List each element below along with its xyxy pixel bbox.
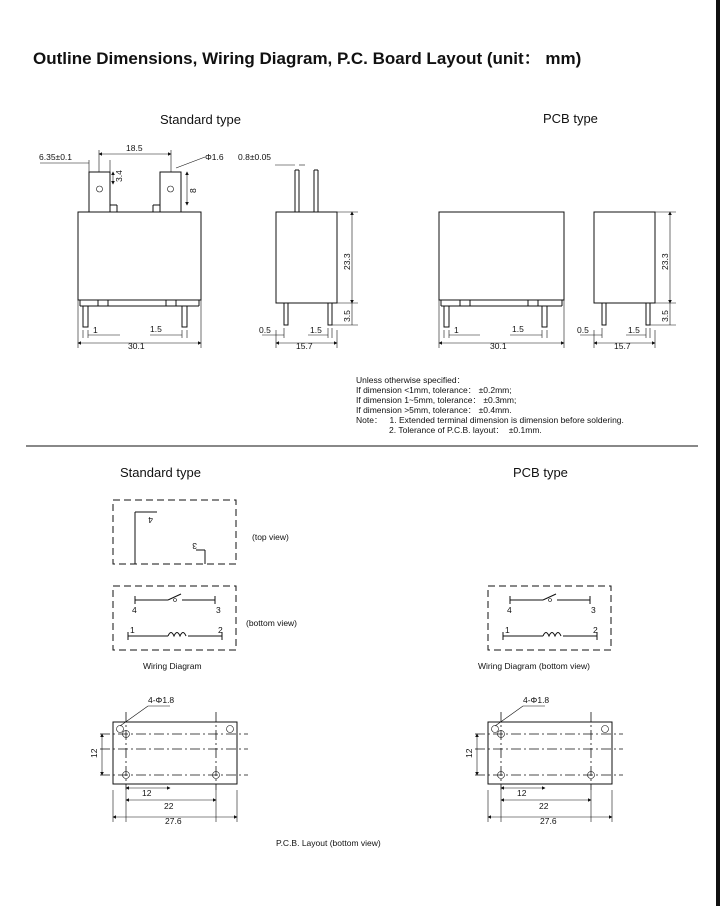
outline-standard-label: Standard type (160, 112, 241, 127)
dim-0-5-pcb: 0.5 (577, 325, 589, 335)
pcb-std-dim-12-h: 12 (142, 788, 152, 798)
top-view-label: (top view) (252, 532, 289, 542)
dim-30-1-pcb: 30.1 (490, 341, 507, 351)
wiring-pcb-label: PCB type (513, 465, 568, 480)
dim-6-35: 6.35±0.1 (39, 152, 73, 162)
bottom-pin-4: 4 (132, 605, 137, 615)
pcb-std-dim-27-6: 27.6 (165, 816, 182, 826)
dim-1-pcb: 1 (454, 325, 459, 335)
page-title: Outline Dimensions, Wiring Diagram, P.C. Board Layout (unit： mm) (33, 49, 582, 68)
dim-1-5-side-std: 1.5 (310, 325, 322, 335)
wiring-standard-label: Standard type (120, 465, 201, 480)
pcb-pcb-dim-22: 22 (539, 801, 549, 811)
bottom-view-label: (bottom view) (246, 618, 298, 628)
dim-phi-1-6: Φ1.6 (205, 152, 224, 162)
pcb-std-dim-12-v: 12 (89, 748, 99, 758)
pcb-bottom-pin-3: 3 (591, 605, 596, 615)
pcb-bottom-pin-2: 2 (593, 625, 598, 635)
pcb-bottom-pin-1: 1 (505, 625, 510, 635)
note-line: If dimension 1~5mm, tolerance： ±0.3mm; (356, 395, 517, 405)
tolerance-notes (356, 375, 624, 435)
wiring-top-view (113, 500, 236, 564)
pcb-std-dim-22: 22 (164, 801, 174, 811)
dim-15-7-pcb: 15.7 (614, 341, 631, 351)
pcb-pcb-dim-27-6: 27.6 (540, 816, 557, 826)
dim-0-8: 0.8±0.05 (238, 152, 272, 162)
pcb-layout-pcb (475, 706, 623, 822)
dim-3-5-pcb: 3.5 (660, 310, 670, 322)
dim-23-3-std: 23.3 (342, 253, 352, 270)
dim-1-5-std: 1.5 (150, 324, 162, 334)
note-line: If dimension >5mm, tolerance： ±0.4mm. (356, 405, 512, 415)
dim-23-3-pcb: 23.3 (660, 253, 670, 270)
wiring-bottom-view-pcb (488, 586, 611, 650)
dim-15-7-std: 15.7 (296, 341, 313, 351)
top-pin-4: 4 (148, 515, 153, 525)
wiring-caption-standard: Wiring Diagram (143, 661, 202, 671)
bottom-pin-1: 1 (130, 625, 135, 635)
pcb-std-hole-label: 4-Φ1.8 (148, 695, 175, 705)
pcb-bottom-pin-4: 4 (507, 605, 512, 615)
pcb-layout-caption: P.C.B. Layout (bottom view) (276, 838, 381, 848)
pcb-layout-standard (100, 706, 248, 822)
pcb-pcb-dim-12-h: 12 (517, 788, 527, 798)
pcb-pcb-hole-label: 4-Φ1.8 (523, 695, 550, 705)
outline-pcb-label: PCB type (543, 111, 598, 126)
dim-0-5-std: 0.5 (259, 325, 271, 335)
dim-30-1-std: 30.1 (128, 341, 145, 351)
note-line: Note： 1. Extended terminal dimension is dimension before soldering. (356, 415, 624, 425)
dim-1-5-pcb: 1.5 (512, 324, 524, 334)
note-line: Unless otherwise specified： (356, 375, 466, 385)
dim-18-5: 18.5 (126, 143, 143, 153)
dim-3-4: 3.4 (114, 170, 124, 182)
pcb-pcb-dim-12-v: 12 (464, 748, 474, 758)
bottom-pin-3: 3 (216, 605, 221, 615)
note-line: 2. Tolerance of P.C.B. layout： ±0.1mm. (356, 425, 542, 435)
dim-3-5-std: 3.5 (342, 310, 352, 322)
right-edge-border (716, 0, 720, 906)
dim-1-std: 1 (93, 325, 98, 335)
bottom-pin-2: 2 (218, 625, 223, 635)
dim-8: 8 (188, 188, 198, 193)
wiring-caption-pcb: Wiring Diagram (bottom view) (478, 661, 590, 671)
note-line: If dimension <1mm, tolerance： ±0.2mm; (356, 385, 512, 395)
wiring-bottom-view-standard (113, 586, 236, 650)
dim-1-5-side-pcb: 1.5 (628, 325, 640, 335)
top-pin-3: 3 (192, 541, 197, 551)
